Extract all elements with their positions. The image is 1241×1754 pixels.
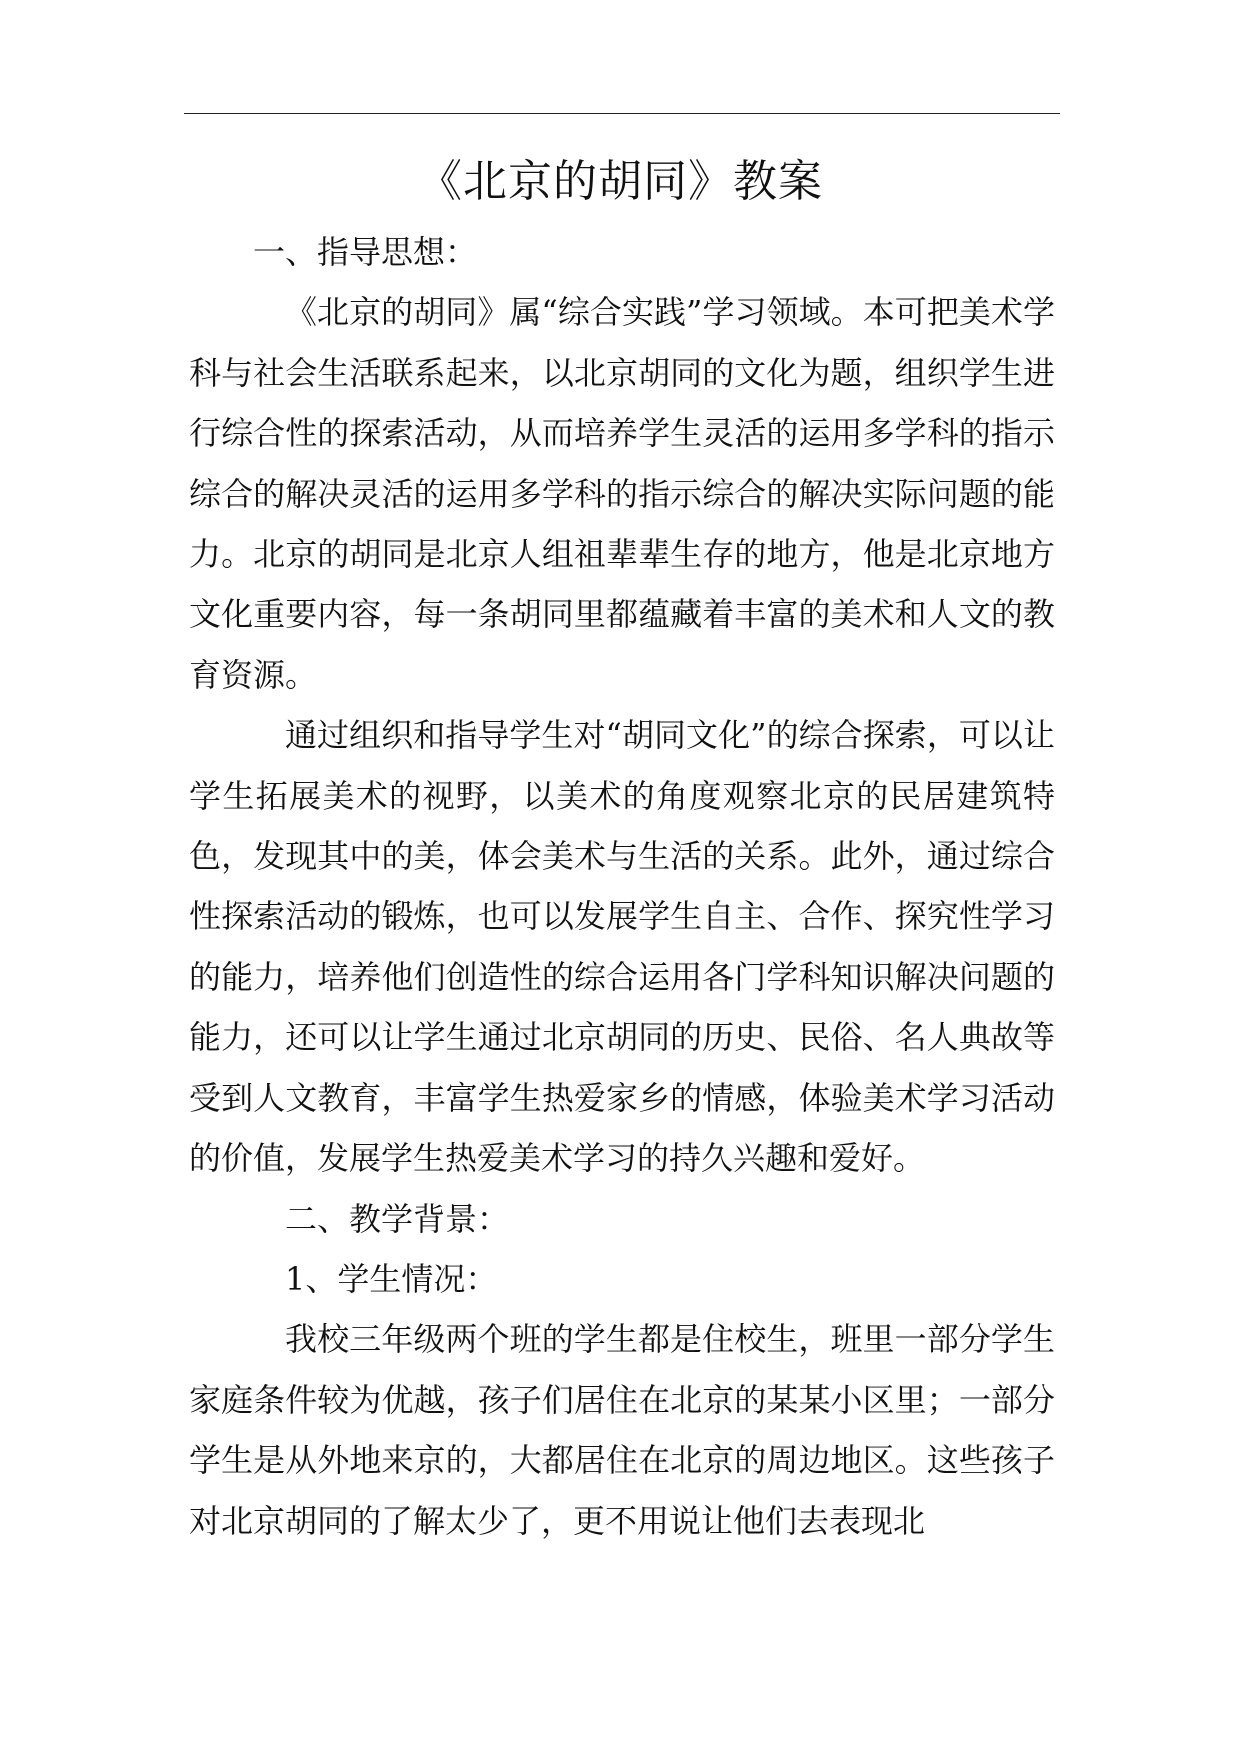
header-rule [184, 113, 1060, 114]
paragraph: 《北京的胡同》属“综合实践”学习领域。本可把美术学科与社会生活联系起来，以北京胡同的文化为题，组织学生进行综合性的探索活动，从而培养学生灵活的运用多学科的指示综合的解决灵活的运用多学科的指示综合的解决实际问题的能力。北京的胡同是北京人组祖辈辈生存的地方，他是北京地方文化重要内容，每一条胡同里都蕴藏着丰富的美术和人文的教育资源。 [189, 293, 1055, 694]
section-heading-guiding-idea: 一、指导思想： [253, 233, 478, 271]
section-heading-teaching-background: 二、教学背景： [285, 1199, 510, 1238]
document-title: 《北京的胡同》教案 [418, 156, 823, 207]
subheading-student-situation: 1、学生情况： [285, 1259, 498, 1298]
document-body [189, 222, 1055, 1551]
paragraph: 我校三年级两个班的学生都是住校生，班里一部分学生家庭条件较为优越，孩子们居住在北京的某某小区里；一部分学生是从外地来京的，大都居住在北京的周边地区。这些孩子对北京胡同的了解太少了，更不用说让他们去表现北 [189, 1320, 1055, 1540]
paragraph: 通过组织和指导学生对“胡同文化”的综合探索，可以让学生拓展美术的视野，以美术的角度观察北京的民居建筑特色，发现其中的美，体会美术与生活的关系。此外，通过综合性探索活动的锻炼，也可以发展学生自主、合作、探究性学习的能力，培养他们创造性的综合运用各门学科知识解决问题的能力，还可以让学生通过北京胡同的历史、民俗、名人典故等受到人文教育，丰富学生热爱家乡的情感，体验美术学习活动的价值，发展学生热爱美术学习的持久兴趣和爱好。 [189, 716, 1055, 1178]
